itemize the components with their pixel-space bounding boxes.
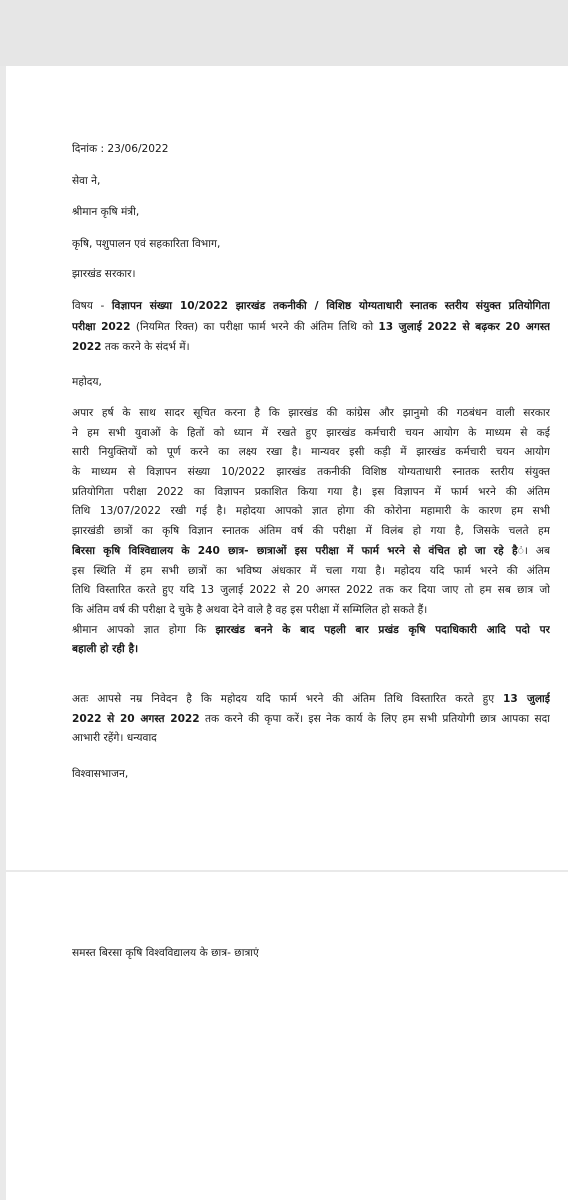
body-line: तिथि 13/07/2022 रखी गई है। महोदया आपको ज्ञात होगा की कोरोना महामारी के कारण हम सभी xyxy=(72,505,550,518)
body-line: इस स्थिति में हम सभी छात्रों का भविष्य अंधकार में चला गया है। महोदय यदि फार्म भरने की अंतिम xyxy=(72,564,550,577)
letter-page-continued xyxy=(6,872,568,1200)
subject-line-3: 2022 तक करने के संदर्भ में। xyxy=(72,341,190,353)
salutation: महोदय, xyxy=(72,376,102,388)
request-line-3: आभारी रहेंगे। धन्यवाद xyxy=(72,732,157,745)
body-line: ने हम सभी युवाओं के हितों को ध्यान में रखते हुए झारखंड कर्मचारी चयन आयोग के माध्यम से कई xyxy=(72,426,550,439)
body-line-highlight: बिरसा कृषि विश्विद्यालय के 240 छात्र- छात्राओं इस परीक्षा में फार्म भरने से वंचित हो जा रहे हैं। अब xyxy=(72,544,550,557)
body-line-highlight: श्रीमान आपको ज्ञात होगा कि झारखंड बनने के बाद पहली बार प्रखंड कृषि पदाधिकारी आदि पदो पर xyxy=(72,623,550,636)
subject-line-1: विषय - विज्ञापन संख्या 10/2022 झारखंड तकनीकी / विशिष्ठ योग्यताधारी स्नातक स्तरीय संयुक्त प्रतियोगिता xyxy=(72,300,550,312)
to-line: सेवा ने, xyxy=(72,175,101,187)
government-line: झारखंड सरकार। xyxy=(72,268,136,280)
recipient-line: श्रीमान कृषि मंत्री, xyxy=(72,206,140,218)
subject-paragraph xyxy=(72,296,550,358)
request-line-2: 2022 से 20 अगस्त 2022 तक करने की कृपा करें। इस नेक कार्य के लिए हम सभी प्रतियोगी छात्र आपका सदा xyxy=(72,712,550,725)
signature-line: समस्त बिरसा कृषि विश्वविद्यालय के छात्र- छात्राएं xyxy=(72,947,259,959)
body-line: कि अंतिम वर्ष की परीक्षा दे चुके है अथवा देने वाले है वह इस परीक्षा में सम्मिलित हो सकते हैं। xyxy=(72,603,428,616)
body-line: के माध्यम से विज्ञापन संख्या 10/2022 झारखंड तकनीकी विशिष्ठ योग्यताधारी स्नातक स्तरीय संयुक्त xyxy=(72,466,550,479)
subject-line-2: परीक्षा 2022 (नियमित रिक्त) का परीक्षा फार्म भरने की अंतिम तिथि को 13 जुलाई 2022 से बढ़कर 20 अगस्त xyxy=(72,320,550,333)
body-line-highlight: बहाली हो रही है। xyxy=(72,643,139,656)
request-paragraph xyxy=(72,690,550,749)
body-line: तिथि विस्तारित करते हुए यदि 13 जुलाई 2022 से 20 अगस्त 2022 तक कर दिया जाए तो हम सब छात्र जो xyxy=(72,584,550,597)
viewer-background xyxy=(0,0,568,66)
body-line: झारखंडी छात्रों का कृषि विज्ञान स्नातक अंतिम वर्ष की परीक्षा में विलंब हो गया है, जिसके चलते हम xyxy=(72,525,550,538)
body-line: प्रतियोगिता परीक्षा 2022 का विज्ञापन प्रकाशित किया गया है। इस विज्ञापन में फार्म भरने की अंतिम xyxy=(72,485,550,498)
closing-line: विश्वासभाजन, xyxy=(72,768,129,780)
body-line: सारी नियुक्तियों को पूर्ण करने का लक्ष्य रखा है। मान्यवर इसी कड़ी में झारखंड कर्मचारी चयन आयोग xyxy=(72,446,550,459)
body-line: अपार हर्ष के साथ सादर सूचित करना है कि झारखंड की कांग्रेस और झानुमो की गठबंधन वाली सरकार xyxy=(72,407,550,419)
request-line-1: अतः आपसे नम्र निवेदन है कि महोदय यदि फार्म भरने की अंतिम तिथि विस्तारित करते हुए 13 जुलाई xyxy=(72,693,550,705)
body-paragraph xyxy=(72,404,550,660)
date-line: दिनांक : 23/06/2022 xyxy=(72,143,169,155)
department-line: कृषि, पशुपालन एवं सहकारिता विभाग, xyxy=(72,238,221,250)
